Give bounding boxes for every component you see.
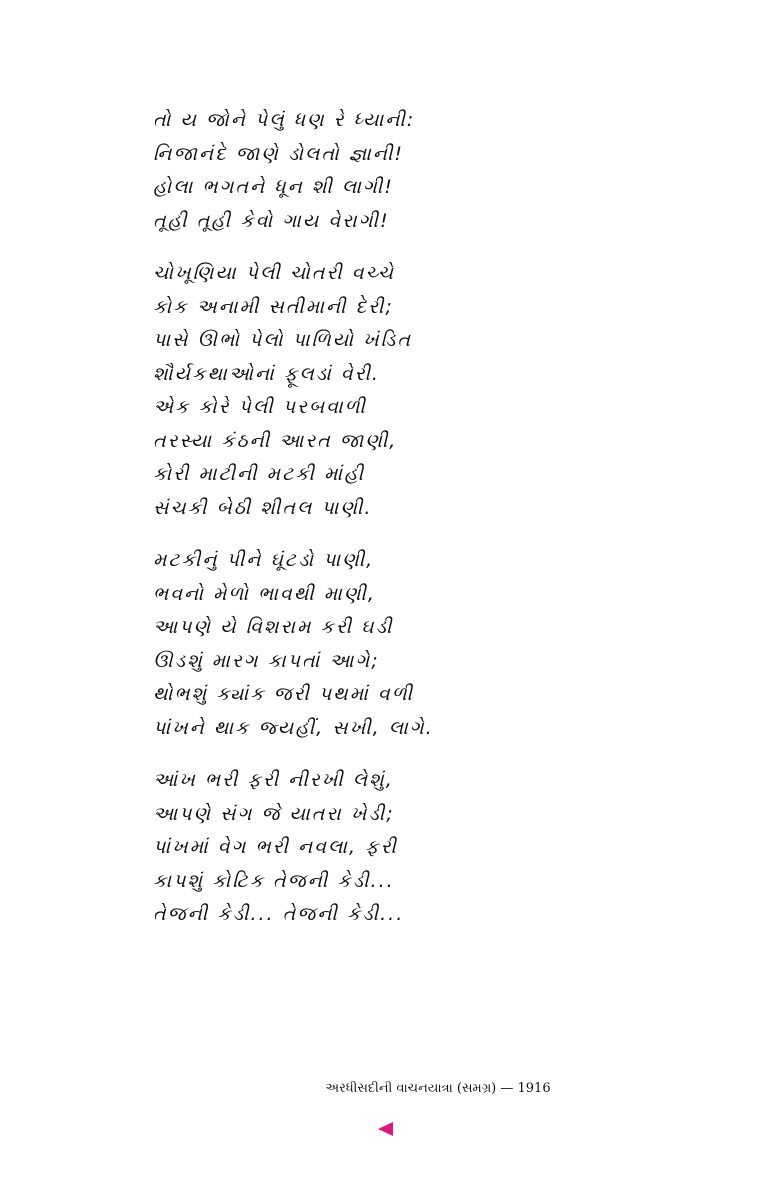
page-footer [0, 1081, 776, 1096]
poem-line: આંખ ભરી ફરી નીરખી લેશું, [153, 769, 394, 791]
poem-line: મટકીનું પીને ઘૂંટડો પાણી, [153, 549, 375, 571]
poem-line: ચોખૂણિયા પેલી ચોતરી વચ્ચે [153, 262, 395, 284]
poem-line: ઊડશું મારગ કાપતાં આગે; [153, 649, 380, 672]
stanza-3 [153, 544, 573, 745]
poem-line: તૂહી તૂહી કેવો ગાય વેરાગી! [153, 209, 390, 232]
left-triangle-icon[interactable] [378, 1122, 393, 1136]
poem-line: એક કોરે પેલી પરબવાળી [153, 396, 367, 418]
stanza-2 [153, 257, 573, 525]
poem-line: પાંખમાં વેગ ભરી નવલા, ફરી [153, 836, 398, 858]
poem-line: હોલા ભગતને ધૂન શી લાગી! [153, 176, 394, 198]
poem-line: કાપશું કોટિક તેજની કેડી... [153, 869, 395, 892]
poem-line: પાસે ઊભો પેલો પાળિયો ખંડિત [153, 329, 412, 351]
poem-line: કોક અનામી સતીમાની દેરી; [153, 295, 394, 318]
stanza-4 [153, 764, 573, 932]
poem-line: સંચકી બેઠી શીતલ પાણી. [153, 496, 373, 519]
poem [153, 104, 573, 951]
poem-line: કોરી માટીની મટકી માંહી [153, 463, 366, 485]
stanza-1 [153, 104, 573, 238]
poem-line: ભવનો મેળો ભાવથી માણી, [153, 582, 376, 605]
poem-line: આપણે સંગ જે યાતરા ખેડી; [153, 802, 395, 825]
poem-line: તેજની કેડી... તેજની કેડી... [153, 903, 405, 925]
poem-line: થોભશું ક્યાંક જરી પથમાં વળી [153, 683, 414, 705]
footer-text: અરધીસદીની વાચનયાત્રા (સમગ્ર) — 1916 [325, 1081, 551, 1096]
poem-line: નિજાનંદે જાણે ડોલતો જ્ઞાની! [153, 142, 405, 165]
poem-line: તો ય જોને પેલું ધણ રે ધ્યાની: [153, 109, 416, 131]
poem-line: શૌર્યકથાઓનાં ફૂલડાં વેરી. [153, 362, 380, 385]
poem-line: પાંખને થાક જ્યહીં, સખી, લાગે. [153, 716, 434, 739]
poem-line: તરસ્યા કંઠની આરત જાણી, [153, 429, 398, 452]
poem-line: આપણે યે વિશરામ કરી ઘડી [153, 616, 394, 638]
